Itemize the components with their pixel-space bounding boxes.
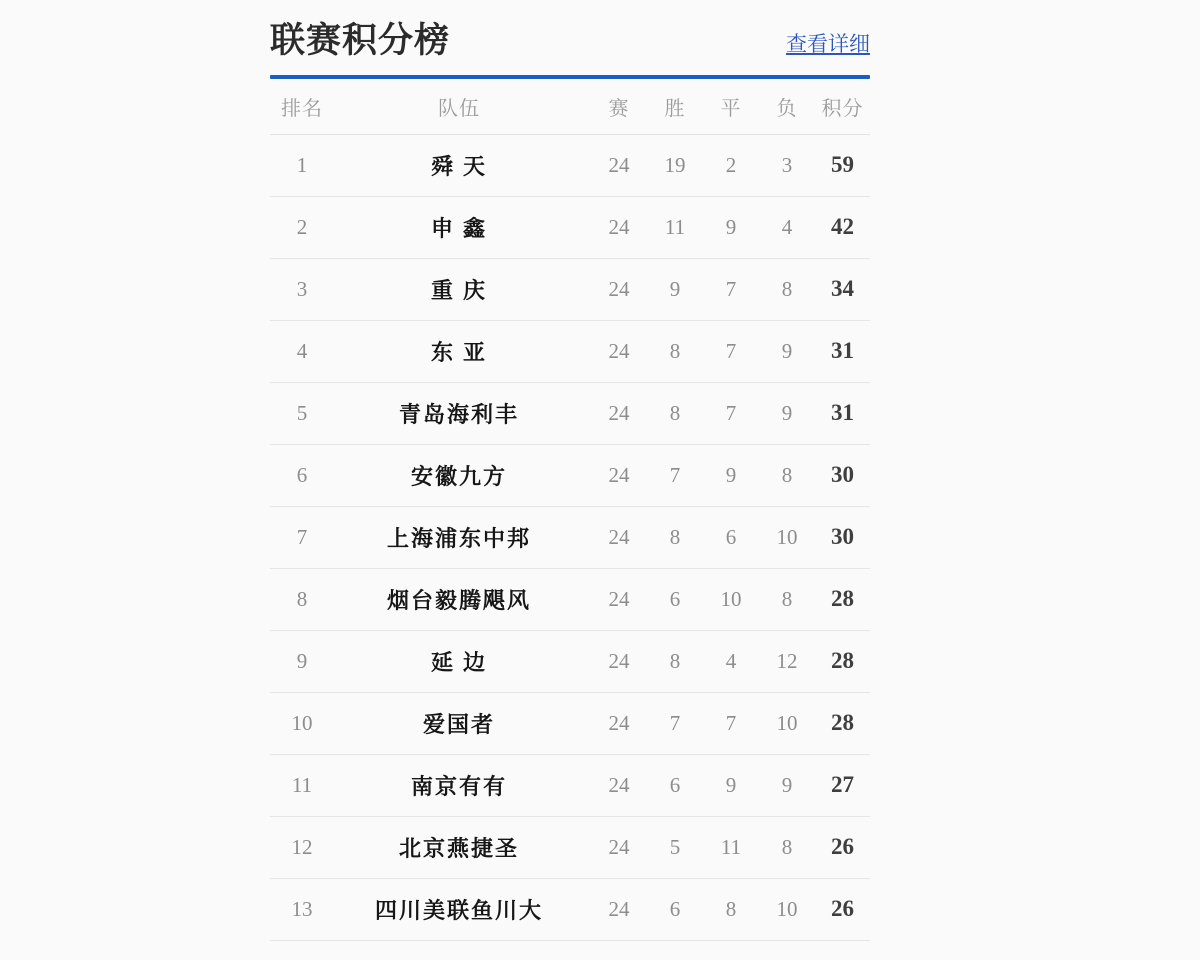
- rank-cell: 4: [296, 338, 308, 363]
- played-cell: 24: [608, 276, 630, 301]
- loss-cell: 12: [776, 648, 798, 673]
- points-cell: 34: [831, 276, 854, 301]
- table-row: [270, 321, 870, 383]
- loss-cell: 9: [781, 400, 793, 425]
- table-row: [270, 507, 870, 569]
- played-cell: 24: [608, 834, 630, 859]
- standings-table-body: [270, 135, 870, 941]
- rank-cell: 12: [291, 834, 313, 859]
- loss-cell: 8: [781, 276, 793, 301]
- points-cell: 26: [831, 834, 854, 859]
- loss-cell: 8: [781, 834, 793, 859]
- team-name: 安徽九方: [410, 463, 507, 489]
- draw-cell: 7: [725, 276, 737, 301]
- rank-cell: 9: [296, 648, 308, 673]
- loss-cell: 9: [781, 772, 793, 797]
- rank-cell: 10: [291, 710, 313, 735]
- points-cell: 59: [831, 152, 854, 177]
- draw-cell: 2: [725, 152, 737, 177]
- win-cell: 8: [669, 524, 681, 549]
- rank-cell: 5: [296, 400, 308, 425]
- table-row: [270, 879, 870, 941]
- played-cell: 24: [608, 586, 630, 611]
- table-row: [270, 569, 870, 631]
- standings-panel: [270, 0, 870, 941]
- table-row: [270, 755, 870, 817]
- win-cell: 6: [669, 896, 681, 921]
- points-cell: 42: [831, 214, 854, 239]
- team-name: 重 庆: [430, 277, 488, 303]
- table-row: [270, 631, 870, 693]
- col-header-played: 赛: [608, 97, 630, 120]
- draw-cell: 4: [725, 648, 737, 673]
- points-cell: 30: [831, 524, 854, 549]
- rank-cell: 8: [296, 586, 308, 611]
- draw-cell: 6: [725, 524, 737, 549]
- team-name: 北京燕捷圣: [398, 835, 519, 861]
- draw-cell: 9: [725, 214, 737, 239]
- rank-cell: 13: [291, 896, 313, 921]
- team-name: 青岛海利丰: [398, 401, 519, 427]
- win-cell: 8: [669, 400, 681, 425]
- points-cell: 26: [831, 896, 854, 921]
- played-cell: 24: [608, 152, 630, 177]
- played-cell: 24: [608, 524, 630, 549]
- draw-cell: 7: [725, 710, 737, 735]
- panel-header: [270, 22, 870, 75]
- table-row: [270, 383, 870, 445]
- played-cell: 24: [608, 710, 630, 735]
- played-cell: 24: [608, 400, 630, 425]
- loss-cell: 8: [781, 462, 793, 487]
- team-name: 四川美联鱼川大: [374, 897, 543, 923]
- draw-cell: 9: [725, 462, 737, 487]
- page-title: 联赛积分榜: [270, 21, 451, 60]
- points-cell: 28: [831, 586, 854, 611]
- rank-cell: 1: [296, 152, 308, 177]
- points-cell: 31: [831, 338, 854, 363]
- table-row: [270, 817, 870, 879]
- team-name: 舜 天: [430, 153, 488, 179]
- points-cell: 30: [831, 462, 854, 487]
- played-cell: 24: [608, 462, 630, 487]
- loss-cell: 4: [781, 214, 793, 239]
- draw-cell: 10: [720, 586, 742, 611]
- win-cell: 7: [669, 710, 681, 735]
- team-name: 南京有有: [410, 773, 507, 799]
- points-cell: 28: [831, 648, 854, 673]
- team-name: 申 鑫: [430, 215, 488, 241]
- rank-cell: 3: [296, 276, 308, 301]
- draw-cell: 8: [725, 896, 737, 921]
- played-cell: 24: [608, 896, 630, 921]
- loss-cell: 10: [776, 524, 798, 549]
- col-header-win: 胜: [664, 97, 686, 120]
- draw-cell: 11: [720, 834, 742, 859]
- points-cell: 27: [831, 772, 854, 797]
- table-row: [270, 259, 870, 321]
- table-row: [270, 445, 870, 507]
- team-name: 延 边: [430, 649, 488, 675]
- win-cell: 8: [669, 648, 681, 673]
- col-header-rank: 排名: [281, 97, 323, 120]
- loss-cell: 8: [781, 586, 793, 611]
- team-name: 烟台毅腾飓风: [386, 587, 531, 613]
- loss-cell: 9: [781, 338, 793, 363]
- team-name: 爱国者: [422, 711, 495, 737]
- col-header-points: 积分: [821, 97, 864, 120]
- played-cell: 24: [608, 648, 630, 673]
- win-cell: 9: [669, 276, 681, 301]
- rank-cell: 6: [296, 462, 308, 487]
- table-row: [270, 693, 870, 755]
- rank-cell: 7: [296, 524, 308, 549]
- team-name: 东 亚: [430, 339, 488, 365]
- win-cell: 7: [669, 462, 681, 487]
- win-cell: 8: [669, 338, 681, 363]
- table-row: [270, 197, 870, 259]
- played-cell: 24: [608, 338, 630, 363]
- loss-cell: 10: [776, 710, 798, 735]
- win-cell: 6: [669, 586, 681, 611]
- draw-cell: 7: [725, 338, 737, 363]
- loss-cell: 3: [781, 152, 793, 177]
- points-cell: 31: [831, 400, 854, 425]
- played-cell: 24: [608, 772, 630, 797]
- col-header-draw: 平: [720, 97, 742, 120]
- win-cell: 5: [669, 834, 681, 859]
- draw-cell: 9: [725, 772, 737, 797]
- col-header-team: 队伍: [438, 97, 480, 120]
- rank-cell: 11: [291, 772, 313, 797]
- view-details-link[interactable]: 查看详细: [786, 32, 870, 56]
- rank-cell: 2: [296, 214, 308, 239]
- loss-cell: 10: [776, 896, 798, 921]
- win-cell: 11: [664, 214, 686, 239]
- played-cell: 24: [608, 214, 630, 239]
- table-header-row: [270, 79, 870, 135]
- team-name: 上海浦东中邦: [386, 525, 531, 551]
- win-cell: 19: [664, 152, 686, 177]
- col-header-loss: 负: [776, 97, 798, 120]
- win-cell: 6: [669, 772, 681, 797]
- draw-cell: 7: [725, 400, 737, 425]
- table-row: [270, 135, 870, 197]
- points-cell: 28: [831, 710, 854, 735]
